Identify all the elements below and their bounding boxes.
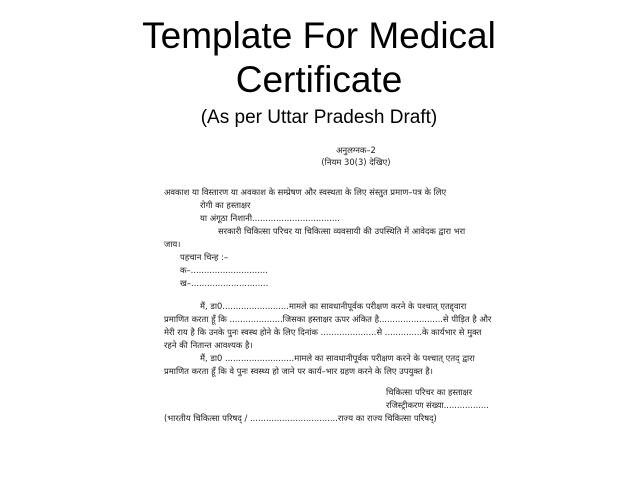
- certificate-line: क–.............................: [180, 265, 268, 275]
- certificate-line: ख–.............................: [180, 278, 269, 288]
- certificate-line: चिकित्सा परिचर का हस्ताक्षर: [386, 387, 473, 397]
- certificate-line: मैं, डा0 ..........................मामले का सावधानीपूर्वक परीक्षण करने के पश्चात् एतद् द्वारा: [200, 353, 475, 363]
- certificate-line: सरकारी चिकित्सा परिचर या चिकित्सा व्यवसायी की उपस्थिति में आवेदक द्वारा भरा: [218, 226, 466, 236]
- certificate-line: जाय।: [164, 239, 181, 249]
- slide-title-line-2: Certificate: [235, 59, 403, 100]
- rule-reference: (नियम 30(3) देखिए): [321, 157, 391, 167]
- slide-title: [0, 14, 638, 102]
- certificate-line: मैं, डा0.........................मामले का सावधानीपूर्वक परीक्षण करने के पश्चात् एतद्द्वारा: [200, 301, 467, 311]
- certificate-line: मेरी राय है कि उनके पुनः स्वस्थ होने के लिए दिनांक .....................से ..............के कार्यभार से मुक्त: [164, 327, 482, 337]
- annexure-heading: अनुलग्नक–2: [336, 145, 376, 155]
- certificate-line: (भारतीय चिकित्सा परिषद् / .................................राज्य का राज्य चिकित्सा परिषद्): [164, 413, 437, 423]
- certificate-line: रजिस्ट्रीकरण संख्या.................: [386, 400, 489, 410]
- certificate-line: प्रमाणित करता हूँ कि ....................जिसका हस्ताक्षर ऊपर अंकित है........................से पीड़ित है और: [164, 314, 492, 324]
- certificate-line: प्रमाणित करता हूँ कि वे पुनः स्वस्थ्य हो जाने पर कार्य–भार ग्रहण करने के लिए उपयुक्त है।: [164, 366, 433, 376]
- certificate-line: अवकाश या विस्तारण या अवकाश के सम्प्रेषण और स्वस्थता के लिए संस्तुत प्रमाण–पत्र के लिए: [164, 187, 447, 197]
- certificate-document: [160, 144, 552, 429]
- certificate-line: या अंगूठा निशानी.................................: [200, 213, 340, 223]
- slide-title-line-1: Template For Medical: [142, 15, 496, 56]
- certificate-line: पहचान चिन्ह :–: [180, 252, 229, 262]
- certificate-line: रोगी का हस्ताक्षर: [200, 200, 251, 210]
- slide-subtitle: (As per Uttar Pradesh Draft): [200, 107, 438, 128]
- certificate-line: रहने की नितान्त आवश्यक है।: [164, 340, 253, 350]
